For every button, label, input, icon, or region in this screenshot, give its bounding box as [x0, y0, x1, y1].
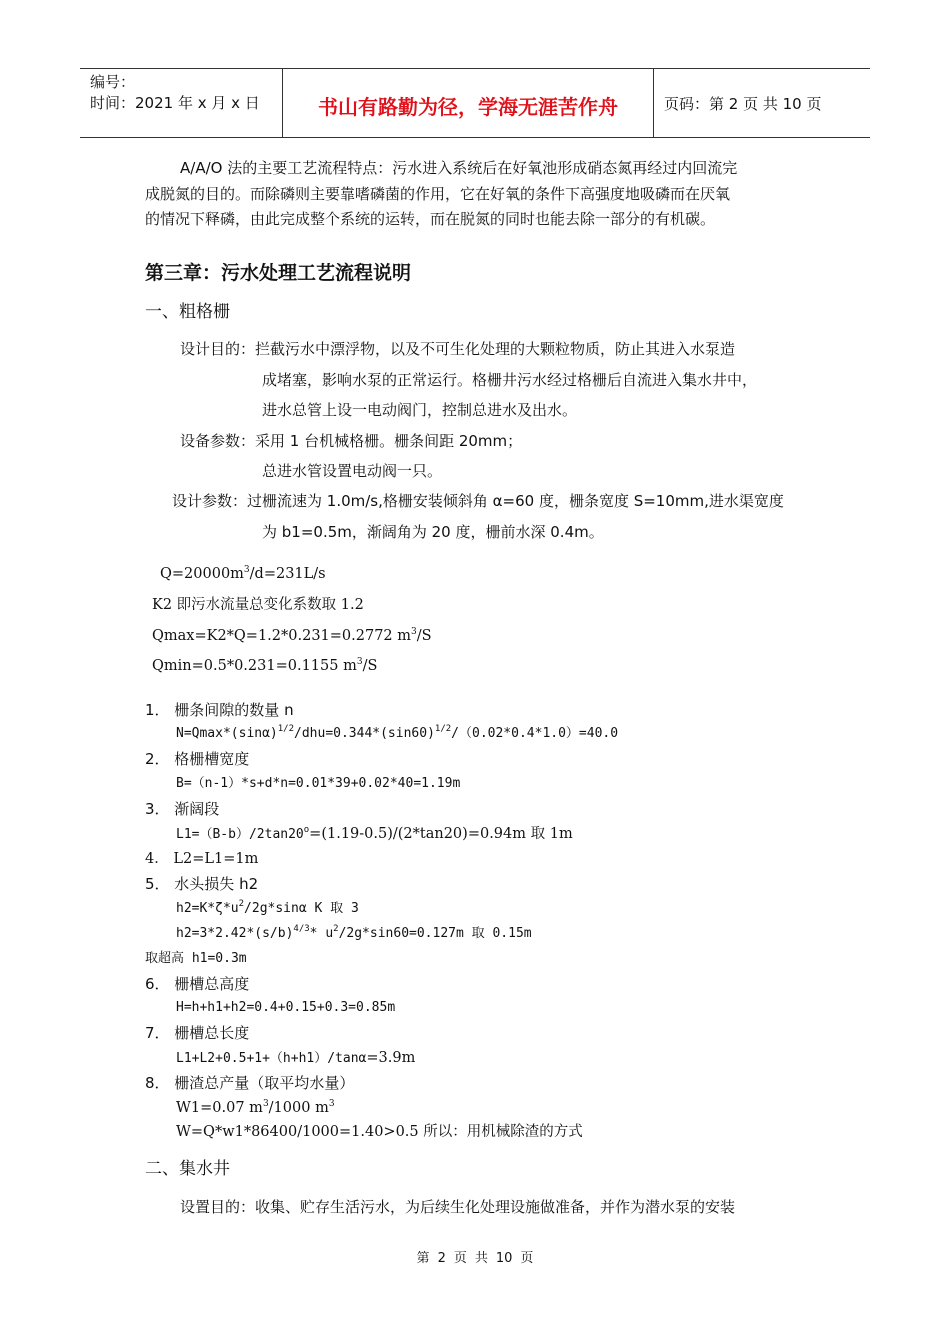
formula-k2: K2 即污水流量总变化系数取 1.2	[152, 597, 364, 613]
sump-purpose-line-1: 设置目的：收集、贮存生活污水，为后续生化处理设施做准备，并作为潜水泵的安装	[180, 1198, 736, 1216]
item-5-title: 5． 水头损失 h2	[145, 875, 259, 893]
item-7-title: 7． 栅槽总长度	[145, 1024, 250, 1042]
footer-text: 共	[474, 1251, 488, 1266]
formula-qmax: Qmax=K2*Q=1.2*0.231=0.2772 $m^3/S$	[152, 627, 432, 644]
design-purpose-line-1: 设计目的：拦截污水中漂浮物，以及不可生化处理的大颗粒物质，防止其进入水泵造	[180, 340, 736, 358]
item-1-title: 1． 栅条间隙的数量 n	[145, 701, 294, 719]
footer-text: 第	[416, 1251, 430, 1266]
equipment-line-2: 总进水管设置电动阀一只。	[262, 462, 443, 480]
item-2-title: 2． 格栅槽宽度	[145, 750, 250, 768]
footer-text: 页	[520, 1251, 534, 1266]
item-1-formula: $N=Qmax*(\sin\alpha)^{1/2}/dhu=0.344*(\sin 60)^{1/2}/(0.02*0.4*1.0)=40.0$	[176, 724, 619, 741]
header-page-label: 页码：第 2 页 共 10 页	[664, 94, 822, 113]
header-time: 时间：2021 年 x 月 x 日	[90, 94, 260, 112]
intro-line-1: A/A/O 法的主要工艺流程特点：污水进入系统后在好氧池形成硝态氮再经过内回流完	[180, 159, 738, 177]
item-3-formula: $L1=(B-b)/2\tan 20^o=(1.19-0.5)/(2*\tan 20)=0.94m$ 取 1m	[176, 825, 573, 842]
header-meta	[80, 69, 282, 137]
intro-line-3: 的情况下释磷，由此完成整个系统的运转，而在脱氮的同时也能去除一部分的有机碳。	[145, 210, 716, 228]
header-number: 编号：	[90, 73, 136, 91]
freeboard-line: 取超高 h1=0.3m	[145, 951, 247, 966]
item-5-formula-1: $h2=K*\zeta*u^2/2g*\sin\alpha$ K 取 3	[176, 899, 359, 916]
item-7-formula: L1+L2+0.5+1+（h+h1）/tanα=3.9m	[176, 1050, 416, 1066]
chapter-title: 第三章：污水处理工艺流程说明	[145, 262, 412, 284]
design-param-line-2: 为 b1=0.5m，渐阔角为 20 度，栅前水深 0.4m。	[262, 523, 604, 541]
header-motto: 书山有路勤为径，学海无涯苦作舟	[282, 69, 654, 137]
item-8-formula-1: W1=0.07 $m^3/1000$ $m^3$	[176, 1099, 335, 1116]
item-3-title: 3． 渐阔段	[145, 800, 220, 818]
design-purpose-line-3: 进水总管上设一电动阀门，控制总进水及出水。	[262, 401, 578, 419]
page-header	[80, 68, 870, 138]
header-page-info	[654, 69, 870, 137]
item-2-formula: B=（n-1）*s+d*n=0.01*39+0.02*40=1.19m	[176, 776, 461, 791]
item-8-title: 8． 栅渣总产量（取平均水量）	[145, 1074, 355, 1092]
section-title-coarse-screen: 一、粗格栅	[145, 302, 230, 322]
page-footer	[0, 1247, 950, 1266]
formula-q: $Q=20000m^3/d=231L/s$	[160, 565, 326, 582]
design-purpose-line-2: 成堵塞，影响水泵的正常运行。格栅井污水经过格栅后自流进入集水井中，	[262, 371, 758, 389]
item-6-title: 6． 栅槽总高度	[145, 975, 250, 993]
formula-qmin: Qmin=0.5*0.231=0.1155 $m^3/S$	[152, 657, 378, 674]
design-param-line-1: 设计参数：过栅流速为 1.0m/s,格栅安装倾斜角 α=60 度，栅条宽度 S=10mm,进水渠宽度	[172, 492, 784, 510]
intro-line-2: 成脱氮的目的。而除磷则主要靠嗜磷菌的作用，它在好氧的条件下高强度地吸磷而在厌氧	[145, 185, 731, 203]
equipment-line-1: 设备参数：采用 1 台机械格栅。栅条间距 20mm；	[180, 432, 523, 450]
footer-page-number: 2	[437, 1251, 446, 1266]
item-4: 4． L2=L1=1m	[145, 851, 259, 867]
footer-total-pages: 10	[495, 1251, 513, 1266]
section-title-sump: 二、集水井	[145, 1159, 230, 1179]
item-5-formula-2: $h2=3*2.42*(s/b)^{4/3}*$ $u^2/2g*\sin 60=0.127m$ 取 0.15m	[176, 924, 532, 941]
item-6-formula: H=h+h1+h2=0.4+0.15+0.3=0.85m	[176, 1000, 396, 1015]
item-8-formula-2: W=Q*w1*86400/1000=1.40>0.5 所以：用机械除渣的方式	[176, 1124, 583, 1140]
footer-text: 页	[453, 1251, 467, 1266]
